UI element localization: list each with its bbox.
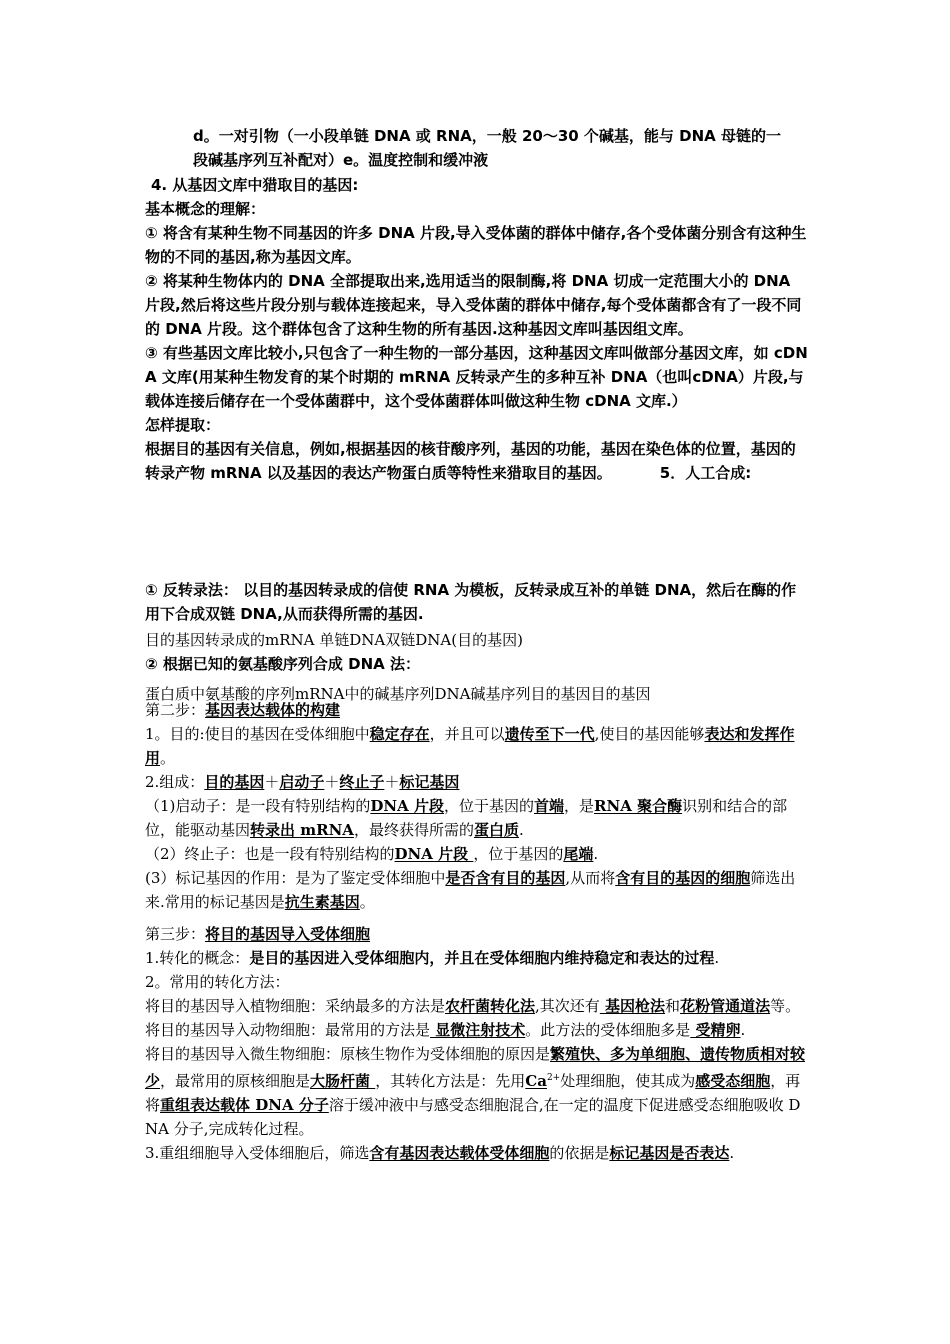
step-3-concept	[145, 946, 810, 970]
key-term: 显微注射技术	[430, 1021, 526, 1039]
key-term: 基因枪法	[599, 997, 666, 1015]
text: 识别和结合的部位，能驱动基因	[145, 797, 788, 839]
text: ，是	[564, 797, 595, 815]
superscript: 2+	[546, 1073, 561, 1083]
text: ，并且可以	[429, 725, 505, 743]
key-term: 是否含有目的基因	[445, 869, 566, 887]
text: 将目的基因导入动物细胞：最常用的方法是	[145, 1021, 431, 1039]
extract-text	[145, 437, 810, 485]
text: 处理细胞，使其成为	[560, 1072, 696, 1090]
step-3-heading	[145, 922, 810, 946]
key-term: 抗生素基因	[284, 893, 360, 911]
key-term: 蛋白质	[473, 821, 519, 839]
text: .	[518, 821, 524, 839]
step-2-title: 基因表达载体的构建	[205, 701, 341, 719]
key-term: 花粉管通道法	[680, 997, 771, 1015]
key-term: Ca	[525, 1072, 547, 1090]
key-term: DNA 片段	[370, 797, 444, 815]
text: ，位于基因的	[473, 845, 564, 863]
text: ＋	[384, 773, 400, 791]
key-term: 首端	[534, 797, 565, 815]
section-5	[145, 578, 810, 706]
key-term: RNA 聚合酶	[594, 797, 683, 815]
step-2-promoter	[145, 794, 810, 842]
text: ＋	[324, 773, 340, 791]
key-term: 启动子	[279, 773, 325, 791]
text: （2）终止子：也是一段有特别结构的	[145, 845, 395, 863]
step-2-composition	[145, 770, 810, 794]
key-term: 繁殖快、多为单细胞、遗传物质相对较少	[145, 1045, 806, 1090]
key-term: DNA 片段	[394, 845, 474, 863]
key-term: 稳定存在	[369, 725, 430, 743]
text: 和	[665, 997, 681, 1015]
step-3-plant-cells	[145, 994, 810, 1018]
section-4-title: 4. 从基因文库中猎取目的基因:	[151, 176, 359, 194]
key-term: 目的基因	[204, 773, 265, 791]
pcr-note	[145, 124, 810, 172]
step-3-prefix: 第三步：	[145, 925, 206, 943]
key-term: 尾端	[563, 845, 594, 863]
concept-item-1: ① 将含有某种生物不同基因的许多 DNA 片段,导入受体菌的群体中储存,各个受体菌分别含有这种生物的不同的基因,称为基因文库。	[145, 224, 807, 266]
key-term: 标记基因	[399, 773, 460, 791]
text: 将目的基因导入微生物细胞：原核生物作为受体细胞的原因是	[145, 1045, 551, 1063]
text: .	[729, 1144, 735, 1162]
text: ,从而将	[565, 869, 616, 887]
text: ，再将	[145, 1072, 801, 1114]
step-2-heading	[145, 698, 810, 722]
concept-heading: 基本概念的理解：	[145, 200, 266, 218]
key-term: 转录出 mRNA	[250, 821, 354, 839]
key-term: 遗传至下一代	[504, 725, 595, 743]
text: .	[714, 949, 720, 967]
text: ＋	[264, 773, 280, 791]
text: 筛选出来.常用的标记基因是	[145, 869, 796, 911]
key-term: 农杆菌转化法	[445, 997, 536, 1015]
pcr-note-line2: 段碱基序列互补配对）e。温度控制和缓冲液	[193, 151, 489, 169]
step-3-screening	[145, 1141, 810, 1165]
extract-heading: 怎样提取：	[145, 416, 221, 434]
key-term: 终止子	[339, 773, 385, 791]
text: 。此方法的受体细胞多是	[525, 1021, 691, 1039]
method-1: ① 反转录法： 以目的基因转录成的信使 RNA 为模板，反转录成互补的单链 DNA，然后在酶的作用下合成双链 DNA,从而获得所需的基因.	[145, 581, 797, 623]
text: 的依据是	[549, 1144, 610, 1162]
method-2: ② 根据已知的氨基酸序列合成 DNA 法：	[145, 655, 420, 673]
text: 1。目的:使目的基因在受体细胞中	[145, 725, 370, 743]
text: .	[740, 1021, 746, 1039]
text: ，最常用的原核细胞是	[160, 1072, 311, 1090]
step-3-methods-heading: 2。常用的转化方法：	[145, 973, 290, 991]
text: .	[593, 845, 599, 863]
text: 等。	[770, 997, 801, 1015]
step-2-purpose	[145, 722, 810, 770]
key-term: 含有基因表达载体受体细胞	[369, 1144, 550, 1162]
key-term: 受精卵	[690, 1021, 741, 1039]
step-3-animal-cells	[145, 1018, 810, 1042]
text: ,其次还有	[535, 997, 600, 1015]
concept-item-2: ② 将某种生物体内的 DNA 全部提取出来,选用适当的限制酶,将 DNA 切成一定范围大小的 DNA 片段,然后将这些片段分别与载体连接起来，导入受体菌的群体中储存,每个受体菌都含有了一段不同的 DNA 片段。这个群体包含了这种生物的所有基因.这种基因文库叫基因组文库。	[145, 272, 802, 338]
text: 。	[359, 893, 375, 911]
step-3	[145, 922, 810, 1165]
flow-1: 目的基因转录成的mRNA 单链DNA双链DNA(目的基因)	[145, 631, 523, 649]
step-2-prefix: 第二步：	[145, 701, 206, 719]
section-5-title: 5．人工合成:	[659, 464, 752, 482]
extract-text-body: 根据目的基因有关信息，例如,根据基因的核苷酸序列，基因的功能，基因在染色体的位置，基因的转录产物 mRNA 以及基因的表达产物蛋白质等特性来猎取目的基因。	[145, 440, 796, 482]
step-2-marker-gene	[145, 866, 810, 914]
text: 2.组成：	[145, 773, 205, 791]
step-3-microbe-cells	[145, 1042, 810, 1141]
text: ，其转化方法是：先用	[375, 1072, 526, 1090]
text: ，位于基因的	[444, 797, 535, 815]
text: ，最终获得所需的	[353, 821, 474, 839]
key-term: 表达和发挥作用	[145, 725, 795, 767]
key-term: 重组表达载体 DNA 分子	[160, 1096, 329, 1114]
step-2-terminator	[145, 842, 810, 866]
flow-2: 蛋白质中氨基酸的序列mRNA中的碱基序列DNA碱基序列目的基因目的基因	[145, 685, 651, 703]
section-4	[145, 173, 810, 485]
key-term: 感受态细胞	[695, 1072, 771, 1090]
step-3-title: 将目的基因导入受体细胞	[205, 925, 371, 943]
key-term: 含有目的基因的细胞	[615, 869, 751, 887]
key-term: 标记基因是否表达	[609, 1144, 730, 1162]
text: (3）标记基因的作用：是为了鉴定受体细胞中	[145, 869, 446, 887]
pcr-note-line1: d。一对引物（一小段单链 DNA 或 RNA，一般 20～30 个碱基，能与 DNA 母链的一	[193, 127, 781, 145]
text: 3.重组细胞导入受体细胞后，筛选	[145, 1144, 370, 1162]
text: 1.转化的概念：	[145, 949, 250, 967]
text: 溶于缓冲液中与感受态细胞混合,在一定的温度下促进感受态细胞吸收 DNA 分子,完成转化过程。	[145, 1096, 801, 1138]
text: ,使目的基因能够	[594, 725, 705, 743]
text: 将目的基因导入植物细胞：采纳最多的方法是	[145, 997, 446, 1015]
key-term: 是目的基因进入受体细胞内，并且在受体细胞内维持稳定和表达的过程	[249, 949, 715, 967]
text: （1)启动子：是一段有特别结构的	[145, 797, 371, 815]
concept-item-3: ③ 有些基因文库比较小,只包含了一种生物的一部分基因，这种基因文库叫做部分基因文库，如 cDNA 文库(用某种生物发育的某个时期的 mRNA 反转录产生的多种互补 DNA（也叫cDNA）片段,与载体连接后储存在一个受体菌群中，这个受体菌群体叫做这种生物 cDNA 文库.）	[145, 344, 808, 410]
key-term: 大肠杆菌	[310, 1072, 376, 1090]
text: 。	[160, 749, 176, 767]
step-2	[145, 698, 810, 914]
